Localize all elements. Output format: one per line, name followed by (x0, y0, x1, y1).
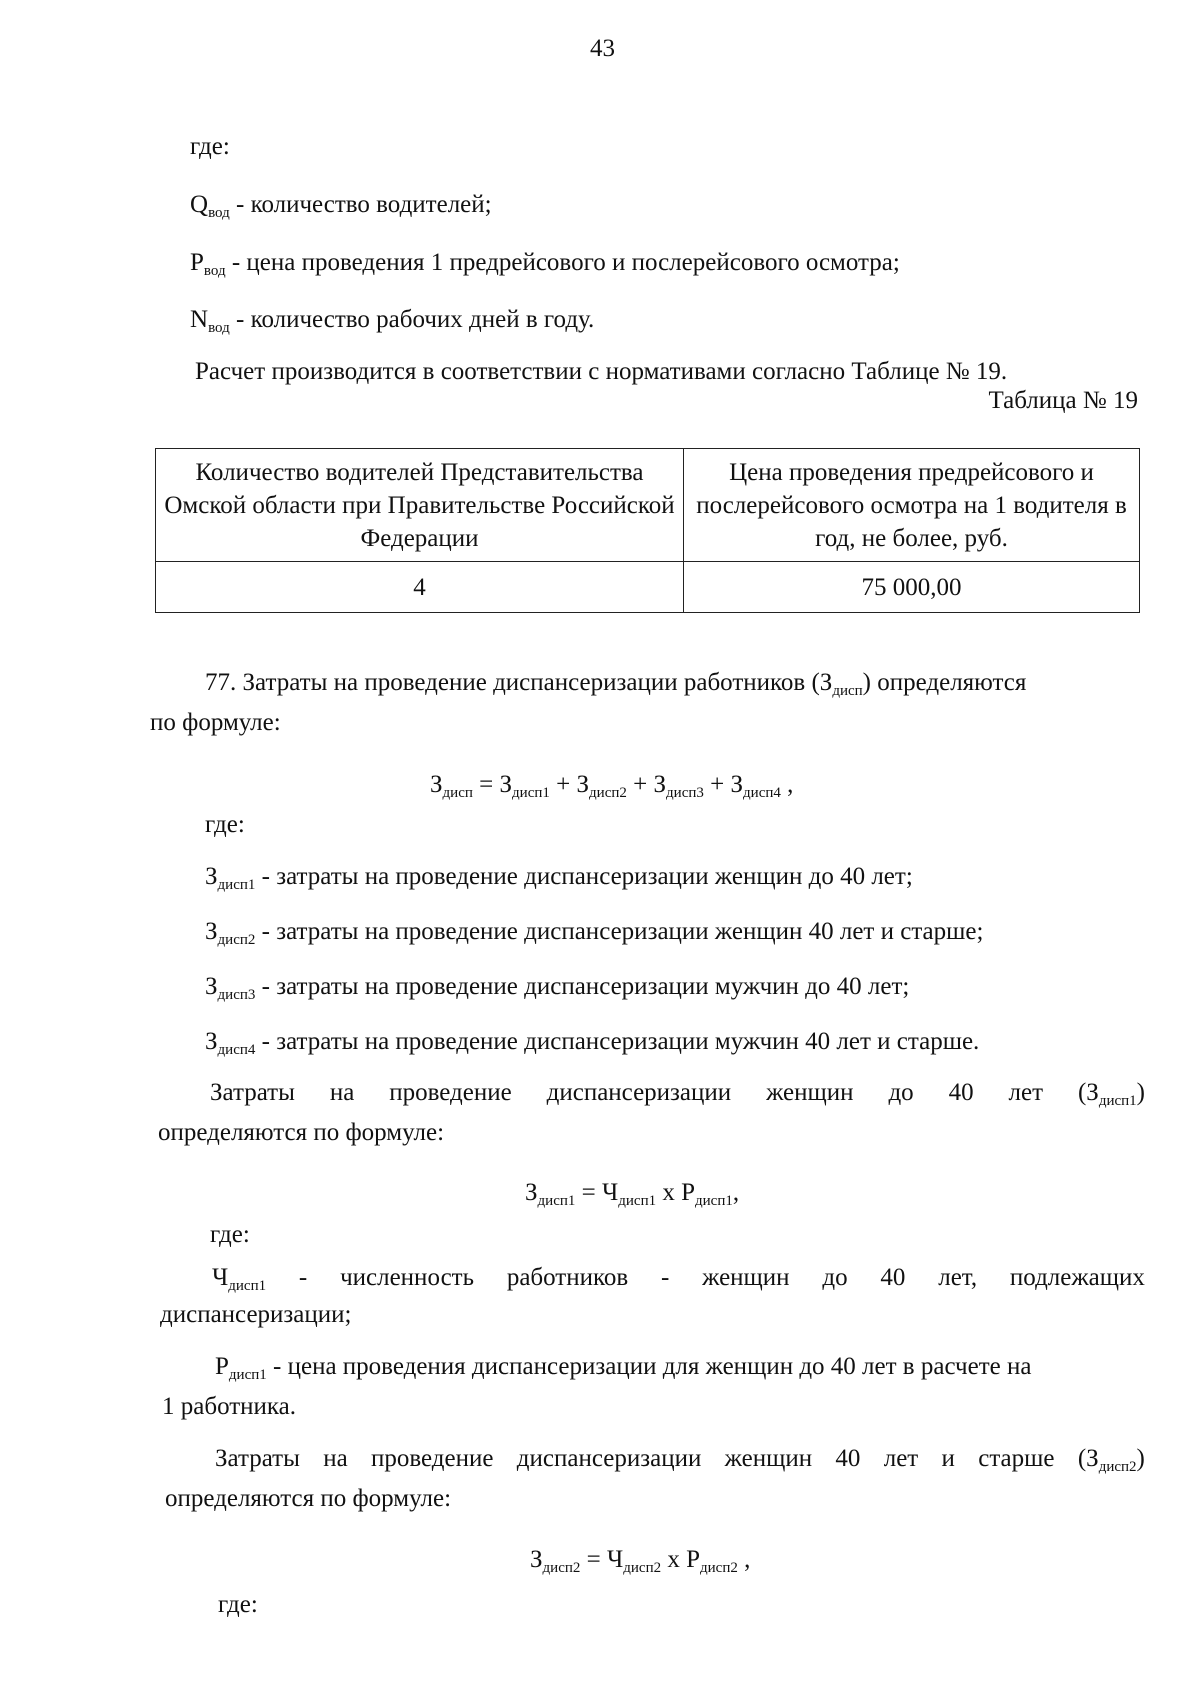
page-number: 43 (590, 35, 615, 62)
definition-q-vod: $Q_{вод}$ - количество водителей; (190, 191, 492, 221)
where-label: где: (210, 1221, 250, 1248)
paragraph-77: 77. Затраты на проведение диспансеризации работников $(З_{дисп})$ определяются (205, 669, 1027, 699)
norms-table (155, 448, 1140, 613)
definition-zdisp4: $З_{дисп4}$ - затраты на проведение диспансеризации мужчин 40 лет и старше. (205, 1028, 980, 1058)
table-label: Таблица № 19 (988, 387, 1138, 414)
definition-ch-disp1: $Ч_{дисп1}$ - численность работников - женщин до 40 лет, подлежащих (212, 1264, 1145, 1294)
table-cell-drivers: 4 (156, 562, 684, 613)
definition-ch-disp1-cont: диспансеризации; (160, 1301, 352, 1328)
where-label: где: (190, 133, 230, 160)
table-header-drivers: Количество водителей Представительства Омской области при Правительстве Российской Федерации (156, 449, 684, 562)
calculation-note: Расчет производится в соответствии с нормативами согласно Таблице № 19. (195, 358, 1008, 385)
table-header-price: Цена проведения предрейсового и послерейсового осмотра на 1 водителя в год, не более, руб. (684, 449, 1140, 562)
where-label: где: (205, 811, 245, 838)
definition-p-disp1-cont: 1 работника. (162, 1393, 297, 1420)
table-cell-price: 75 000,00 (684, 562, 1140, 613)
paragraph-women-under-40: Затраты на проведение диспансеризации женщин до 40 лет $(З_{дисп1})$ (210, 1079, 1145, 1109)
formula-zdisp2: $З_{дисп2} = Ч_{дисп2}$ х $Р_{дисп2}$ , (530, 1546, 751, 1576)
formula-zdisp: $З_{дисп} = З_{дисп1} + З_{дисп2} + З_{дисп3} + З_{дисп4}$ , (430, 771, 794, 801)
definition-zdisp2: $З_{дисп2}$ - затраты на проведение диспансеризации женщин 40 лет и старше; (205, 918, 984, 948)
table-header-row (156, 449, 1140, 562)
paragraph-77-cont: по формуле: (150, 709, 281, 736)
formula-zdisp1: $З_{дисп1} = Ч_{дисп1}$ х $Р_{дисп1}$, (525, 1179, 740, 1209)
paragraph-women-40-plus-cont: определяются по формуле: (165, 1485, 452, 1512)
definition-zdisp3: $З_{дисп3}$ - затраты на проведение диспансеризации мужчин до 40 лет; (205, 973, 910, 1003)
definition-p-vod: $P_{вод}$ - цена проведения 1 предрейсового и послерейсового осмотра; (190, 249, 900, 279)
where-label: где: (218, 1591, 258, 1618)
definition-p-disp1: $Р_{дисп1}$ - цена проведения диспансеризации для женщин до 40 лет в расчете на (215, 1353, 1032, 1383)
definition-zdisp1: $З_{дисп1}$ - затраты на проведение диспансеризации женщин до 40 лет; (205, 863, 913, 893)
table-row (156, 562, 1140, 613)
paragraph-women-40-plus: Затраты на проведение диспансеризации женщин 40 лет и старше $(З_{дисп2})$ (215, 1445, 1145, 1475)
definition-n-vod: $N_{вод}$ - количество рабочих дней в году. (190, 306, 595, 336)
paragraph-women-under-40-cont: определяются по формуле: (158, 1119, 445, 1146)
